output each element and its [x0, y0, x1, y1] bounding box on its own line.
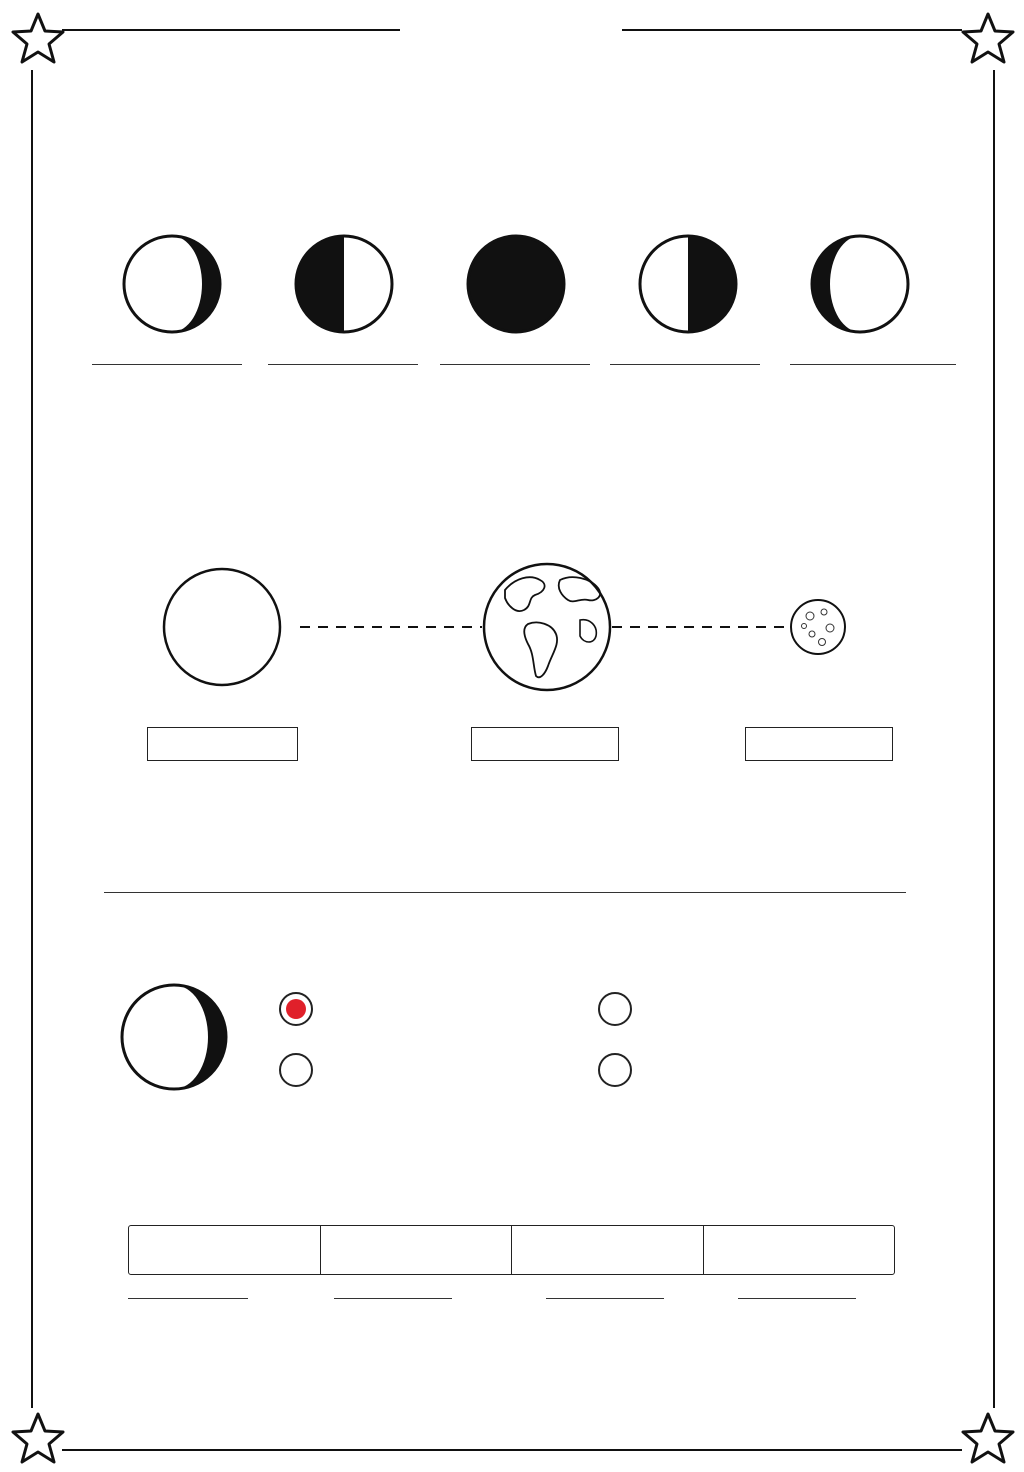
new-moon-icon [468, 236, 564, 332]
phase-cell [321, 1226, 513, 1274]
phase-cell [512, 1226, 704, 1274]
phase-cell [129, 1226, 321, 1274]
option-b[interactable] [598, 992, 646, 1026]
sun-label-box [147, 727, 298, 761]
phase-name [790, 358, 956, 365]
phase-answer [430, 358, 600, 367]
question-1 [72, 180, 102, 201]
sun-earth-moon-diagram [0, 540, 1024, 710]
waxing-crescent-moon-icon [122, 985, 226, 1089]
order-answer [738, 1294, 856, 1299]
q3-why [104, 888, 906, 893]
radio-button-selected[interactable] [279, 992, 313, 1026]
option-d[interactable] [598, 1053, 646, 1087]
order-answer [128, 1294, 248, 1299]
corner-star-icon [963, 14, 1013, 62]
first-quarter-moon-icon [296, 236, 392, 332]
radio-button[interactable] [598, 1053, 632, 1087]
phase-answer [600, 358, 770, 367]
phase-answer [780, 358, 966, 367]
phase-name [440, 358, 590, 365]
radio-button[interactable] [279, 1053, 313, 1087]
phase-name [610, 358, 760, 365]
question-2 [72, 508, 102, 529]
corner-star-icon [963, 1414, 1013, 1462]
radio-button[interactable] [598, 992, 632, 1026]
phase-cell [704, 1226, 895, 1274]
order-answer [546, 1294, 664, 1299]
moon-phase-pictures [0, 225, 1024, 345]
q4-moon-picture [118, 980, 238, 1100]
order-answer [334, 1294, 452, 1299]
phase-answer [258, 358, 428, 367]
waning-crescent-moon-icon [812, 236, 908, 332]
moon-label-box [745, 727, 893, 761]
question-4 [72, 939, 102, 960]
waxing-crescent-moon-icon [124, 236, 220, 332]
earth-label-box [471, 727, 619, 761]
corner-star-icon [13, 1414, 63, 1462]
phase-name [92, 358, 242, 365]
question-5 [72, 1156, 102, 1177]
corner-star-icon [13, 14, 63, 62]
moon-icon [791, 600, 845, 654]
last-quarter-moon-icon [640, 236, 736, 332]
earth-icon [484, 564, 610, 690]
sun-icon [164, 569, 280, 685]
option-a[interactable] [279, 992, 327, 1026]
phase-answer [82, 358, 252, 367]
option-c[interactable] [279, 1053, 327, 1087]
phase-name [268, 358, 418, 365]
question-3 [72, 822, 102, 843]
phase-order-table [128, 1225, 895, 1275]
radio-dot [286, 999, 306, 1019]
